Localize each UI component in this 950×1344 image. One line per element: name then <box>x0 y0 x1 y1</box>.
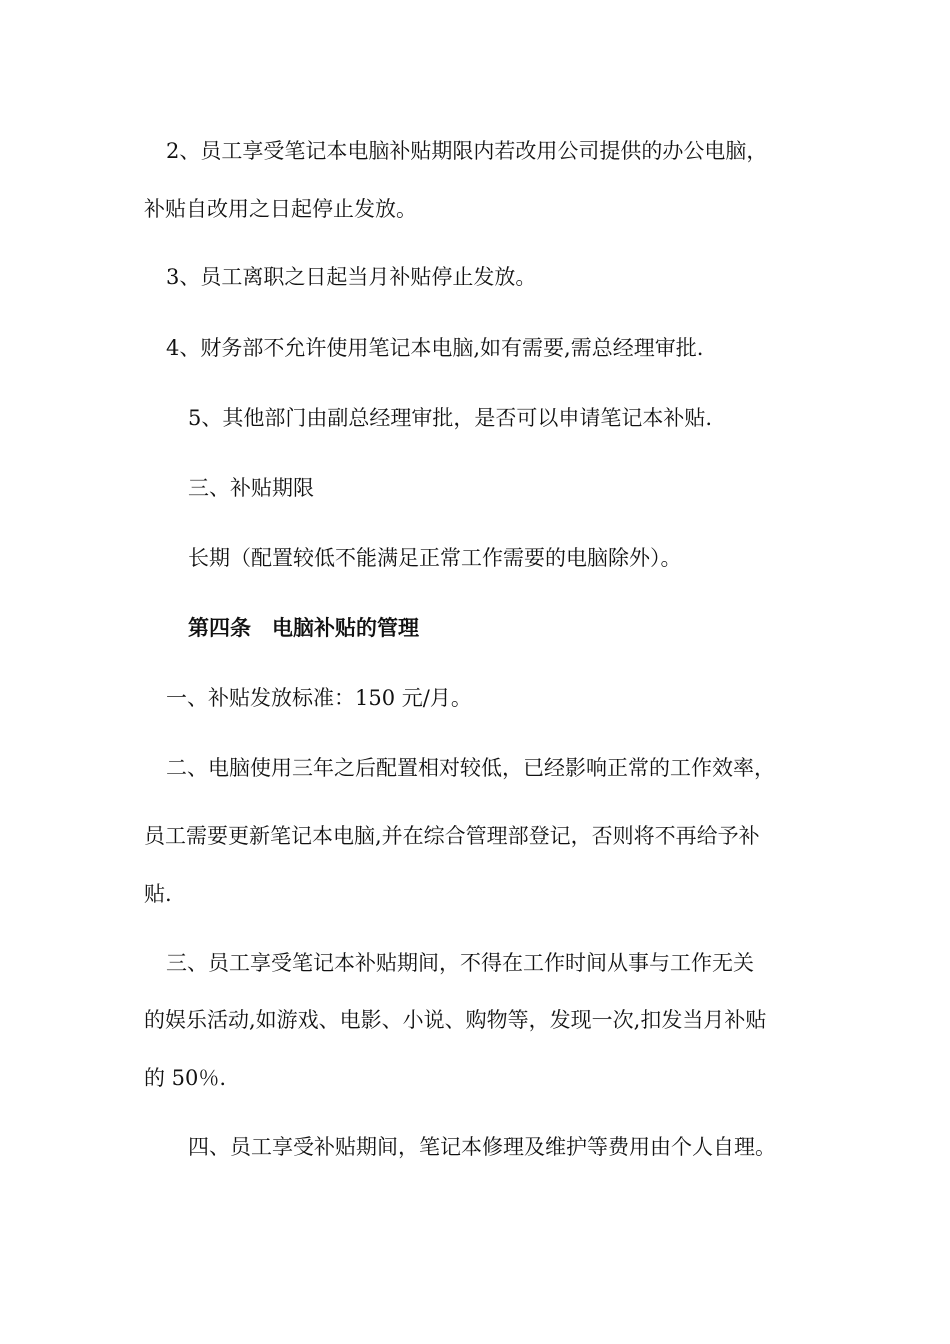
paragraph-line: 的 50％. <box>144 1066 227 1090</box>
paragraph-line: 长期（配置较低不能满足正常工作需要的电脑除外）。 <box>188 546 682 570</box>
paragraph-line: 二、电脑使用三年之后配置相对较低，已经影响正常的工作效率， <box>166 756 775 780</box>
article-heading: 第四条 电脑补贴的管理 <box>188 615 419 640</box>
paragraph-line: 四、员工享受补贴期间，笔记本修理及维护等费用由个人自理。 <box>188 1135 776 1159</box>
paragraph-line: 5、其他部门由副总经理审批，是否可以申请笔记本补贴. <box>188 406 713 430</box>
paragraph-line: 贴. <box>144 882 172 906</box>
section-heading: 三、补贴期限 <box>188 476 314 500</box>
paragraph-line: 2、员工享受笔记本电脑补贴期限内若改用公司提供的办公电脑， <box>166 139 768 163</box>
paragraph-line: 的娱乐活动,如游戏、电影、小说、购物等，发现一次,扣发当月补贴 <box>144 1008 767 1032</box>
paragraph-line: 员工需要更新笔记本电脑,并在综合管理部登记，否则将不再给予补 <box>144 824 760 848</box>
paragraph-line: 3、员工离职之日起当月补贴停止发放。 <box>166 265 537 289</box>
paragraph-line: 补贴自改用之日起停止发放。 <box>144 197 417 221</box>
paragraph-line: 一、补贴发放标准：150 元/月。 <box>166 686 472 710</box>
paragraph-line: 三、员工享受笔记本补贴期间，不得在工作时间从事与工作无关 <box>166 951 754 975</box>
paragraph-line: 4、财务部不允许使用笔记本电脑,如有需要,需总经理审批. <box>166 336 704 360</box>
